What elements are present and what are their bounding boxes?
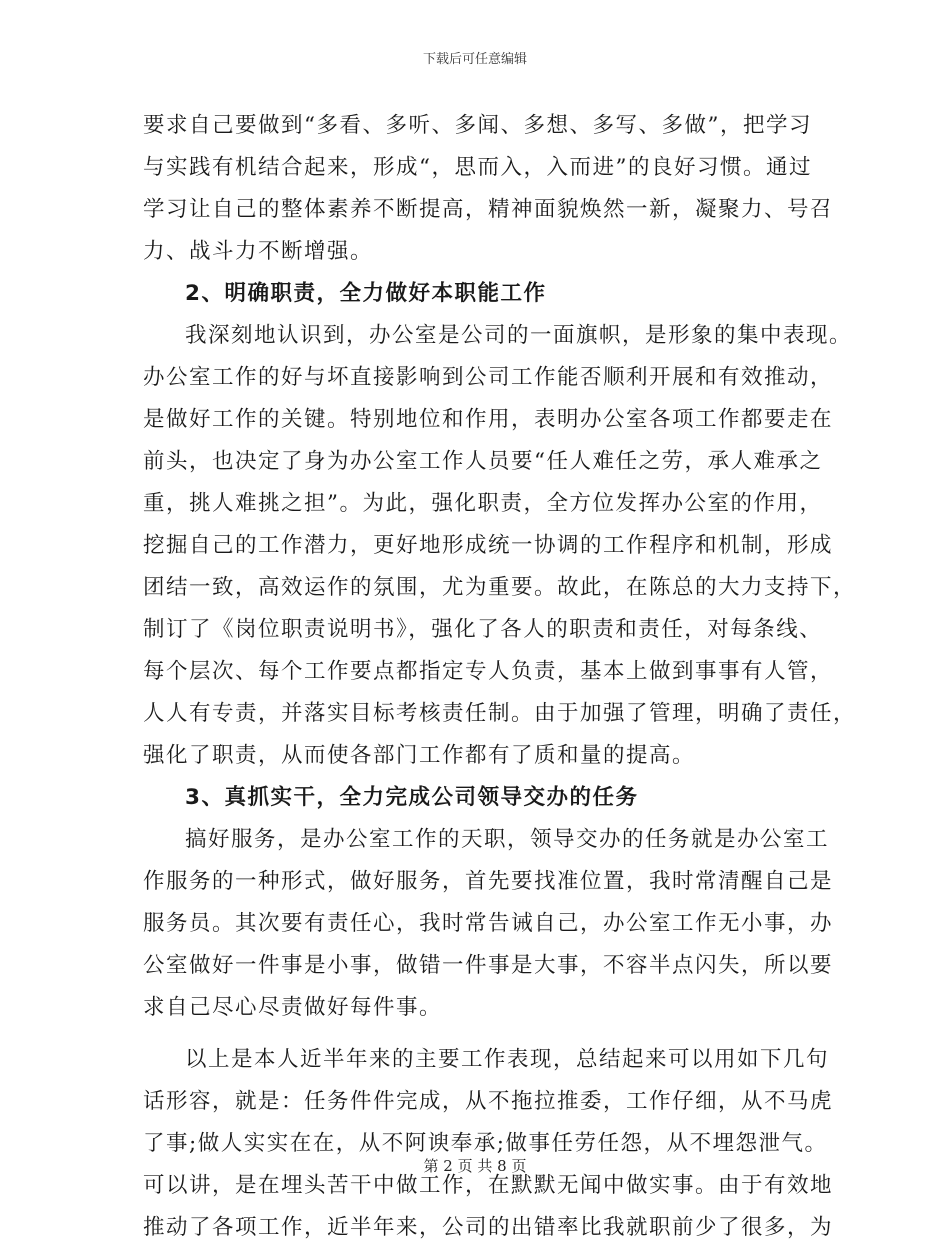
paragraph-line: 前头，也决定了身为办公室工作人员要“任人难任之劳，承人难承之 <box>143 449 823 474</box>
paragraph-line: 每个层次、每个工作要点都指定专人负责，基本上做到事事有人管， <box>143 659 834 684</box>
paragraph-line: 话形容，就是：任务件件完成，从不拖拉推委，工作仔细，从不马虎 <box>143 1089 834 1114</box>
paragraph-line: 求自己尽心尽责做好每件事。 <box>143 995 443 1020</box>
paragraph-line: 推动了各项工作，近半年来，公司的出错率比我就职前少了很多，为 <box>143 1215 834 1240</box>
paragraph-line: 要求自己要做到“多看、多听、多闻、多想、多写、多做”，把学习 <box>143 113 812 138</box>
paragraph-line: 强化了职责，从而使各部门工作都有了质和量的提高。 <box>143 743 696 768</box>
page-header-note: 下载后可任意编辑 <box>422 52 527 67</box>
paragraph-line: 公室做好一件事是小事，做错一件事是大事，不容半点闪失，所以要 <box>143 953 834 978</box>
paragraph-line: 作服务的一种形式，做好服务，首先要找准位置，我时常清醒自己是 <box>143 869 834 894</box>
paragraph-line: 重，挑人难挑之担”。为此，强化职责，全方位发挥办公室的作用， <box>143 491 823 516</box>
paragraph-line: 制订了《岗位职责说明书》，强化了各人的职责和责任，对每条线、 <box>143 617 823 642</box>
paragraph-line: 我深刻地认识到，办公室是公司的一面旗帜，是形象的集中表现。 <box>185 323 853 348</box>
paragraph-line: 是做好工作的关键。特别地位和作用，表明办公室各项工作都要走在 <box>143 407 834 432</box>
document-body <box>143 105 857 1249</box>
paragraph-line: 团结一致，高效运作的氛围，尤为重要。故此，在陈总的大力支持下， <box>143 575 857 600</box>
paragraph-line: 了事;做人实实在在，从不阿谀奉承;做事任劳任怨，从不埋怨泄气。 <box>143 1131 828 1156</box>
paragraph-line: 与实践有机结合起来，形成“，思而入，入而进”的良好习惯。通过 <box>143 155 812 180</box>
paragraph-line: 挖掘自己的工作潜力，更好地形成统一协调的工作程序和机制，形成 <box>143 533 834 558</box>
paragraph-line: 办公室工作的好与坏直接影响到公司工作能否顺利开展和有效推动， <box>143 365 834 390</box>
paragraph-line: 力、战斗力不断增强。 <box>143 239 374 264</box>
section-heading-3: 3、真抓实干，全力完成公司领导交办的任务 <box>185 785 639 810</box>
paragraph-line: 服务员。其次要有责任心，我时常告诫自己，办公室工作无小事，办 <box>143 911 834 936</box>
paragraph-line: 搞好服务，是办公室工作的天职，领导交办的任务就是办公室工 <box>185 827 830 852</box>
paragraph-line: 人人有专责，并落实目标考核责任制。由于加强了管理，明确了责任， <box>143 701 857 726</box>
paragraph-line: 以上是本人近半年来的主要工作表现，总结起来可以用如下几句 <box>185 1047 830 1072</box>
paragraph-line: 学习让自己的整体素养不断提高，精神面貌焕然一新，凝聚力、号召 <box>143 197 834 222</box>
page-number: 第 2 页 共 8 页 <box>423 1157 527 1175</box>
section-heading-2: 2、明确职责，全力做好本职能工作 <box>185 281 547 306</box>
paragraph-line: 可以讲，是在埋头苦干中做工作，在默默无闻中做实事。由于有效地 <box>143 1173 834 1198</box>
